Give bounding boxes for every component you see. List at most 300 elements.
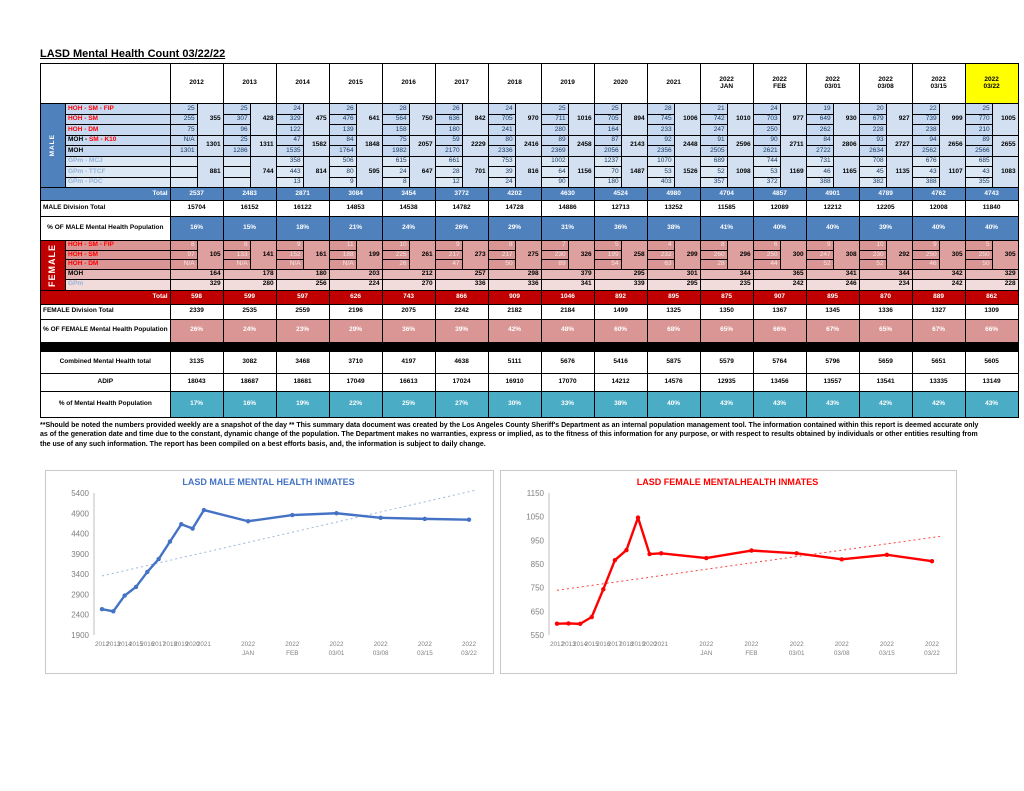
- male-pct-value: 40%: [753, 217, 806, 241]
- male-gpm_total-value: 701: [462, 156, 488, 188]
- male-dm-value: 75: [170, 125, 197, 136]
- male-fip-value: 26: [329, 104, 356, 115]
- chart-title: LASD FEMALE MENTALHEALTH INMATES: [636, 477, 819, 487]
- male-total-value: 4901: [806, 188, 859, 201]
- male-division-total-value: 11585: [700, 201, 753, 217]
- male-sm-value: 742: [700, 114, 727, 125]
- adip-value: 13149: [965, 373, 1018, 391]
- male-ttcf-value: [170, 167, 197, 178]
- male-k10-value: 89: [541, 135, 568, 146]
- male-k10-value: 93: [859, 135, 886, 146]
- svg-text:650: 650: [530, 607, 544, 617]
- female-gpm-value: 246: [806, 279, 859, 290]
- male-total-value: 3084: [329, 188, 382, 201]
- combined-pct-value: 25%: [382, 391, 435, 417]
- female-hoh-total-value: 261: [409, 241, 435, 270]
- adip-value: 13557: [806, 373, 859, 391]
- chart-title: LASD MALE MENTAL HEALTH INMATES: [182, 477, 355, 487]
- female-pct-value: 24%: [223, 319, 276, 342]
- combined-total-value: 3082: [223, 351, 276, 373]
- male-k10-value: 94: [912, 135, 939, 146]
- female-division-total-value: 1367: [753, 304, 806, 319]
- male-dm-value: 210: [965, 125, 992, 136]
- combined-pct-value: 27%: [435, 391, 488, 417]
- male-dm-value: 164: [594, 125, 621, 136]
- male-row-label: MOH: [65, 146, 170, 157]
- female-fip-value: 11: [329, 241, 356, 251]
- male-row-label: HOH - DM: [65, 125, 170, 136]
- combined-total-value: 3135: [170, 351, 223, 373]
- combined-total-label: Combined Mental Health total: [41, 351, 171, 373]
- female-fip-value: 6: [753, 241, 780, 251]
- adip-value: 17024: [435, 373, 488, 391]
- male-moh_total-value: 2416: [515, 135, 541, 156]
- svg-text:850: 850: [530, 560, 544, 569]
- male-k10-value: 90: [753, 135, 780, 146]
- adip-label: ADIP: [41, 373, 171, 391]
- male-hoh-total-value: 1016: [568, 104, 594, 136]
- female-moh-value: 298: [488, 269, 541, 279]
- svg-text:03/15: 03/15: [416, 650, 433, 657]
- male-moh_total-value: 2727: [886, 135, 912, 156]
- male-division-total-value: 14538: [382, 201, 435, 217]
- female-dm-value: 63: [647, 260, 674, 270]
- male-k10-value: 59: [435, 135, 462, 146]
- svg-text:2020: 2020: [642, 641, 657, 648]
- combined-total-value: 4197: [382, 351, 435, 373]
- male-dm-value: 228: [859, 125, 886, 136]
- svg-text:2015: 2015: [128, 641, 143, 648]
- female-hoh-total-value: 326: [568, 241, 594, 270]
- male-total-value: 4762: [912, 188, 965, 201]
- male-row-label: HOH - SM - FIP: [65, 104, 170, 115]
- female-pct-value: 23%: [276, 319, 329, 342]
- female-sm-value: 97: [170, 250, 197, 260]
- male-dm-value: 262: [806, 125, 833, 136]
- female-moh-value: 301: [647, 269, 700, 279]
- male-division-total-value: 15704: [170, 201, 223, 217]
- male-mcj-value: 1070: [647, 156, 674, 167]
- male-mcj-value: 1237: [594, 156, 621, 167]
- male-division-total-value: 14853: [329, 201, 382, 217]
- female-division-total-value: 2196: [329, 304, 382, 319]
- female-dm-value: N/A: [170, 260, 197, 270]
- male-division-total-label: MALE Division Total: [41, 201, 171, 217]
- svg-text:2022: 2022: [924, 641, 940, 648]
- adip-value: 17070: [541, 373, 594, 391]
- female-dm-value: 54: [594, 260, 621, 270]
- svg-text:2022: 2022: [699, 641, 714, 648]
- male-hoh-total-value: 1006: [674, 104, 700, 136]
- svg-text:JAN: JAN: [700, 650, 713, 657]
- male-gpm_total-value: 816: [515, 156, 541, 188]
- male-gpm_total-value: 1526: [674, 156, 700, 188]
- male-total-value: 4202: [488, 188, 541, 201]
- female-gpm-value: 224: [329, 279, 382, 290]
- male-pdc-value: 372: [753, 177, 780, 188]
- male-pdc-value: 355: [965, 177, 992, 188]
- male-hoh-total-value: 641: [356, 104, 382, 136]
- male-k10-value: 91: [700, 135, 727, 146]
- female-row-label: HOH - SM - FIP: [65, 241, 170, 251]
- female-fip-value: 10: [859, 241, 886, 251]
- female-hoh-total-value: 296: [727, 241, 753, 270]
- male-moh_total-value: 2656: [939, 135, 965, 156]
- male-total-value: 4857: [753, 188, 806, 201]
- male-moh_total-value: 1301: [197, 135, 223, 156]
- svg-text:03/01: 03/01: [788, 650, 805, 657]
- male-dm-value: 122: [276, 125, 303, 136]
- female-fip-value: 5: [965, 241, 992, 251]
- male-total-label: Total: [41, 188, 171, 201]
- male-dm-value: 238: [912, 125, 939, 136]
- female-division-total-value: 2535: [223, 304, 276, 319]
- female-pct-value: 39%: [435, 319, 488, 342]
- combined-total-value: 3468: [276, 351, 329, 373]
- female-dm-value: 47: [435, 260, 462, 270]
- male-moh-value: 2369: [541, 146, 568, 157]
- female-total-value: 597: [276, 290, 329, 304]
- male-fip-value: 25: [223, 104, 250, 115]
- female-inmates-line-chart: [500, 470, 957, 674]
- female-moh-value: 295: [594, 269, 647, 279]
- male-ttcf-value: 43: [965, 167, 992, 178]
- adip-value: 12935: [700, 373, 753, 391]
- female-division-total-value: 1325: [647, 304, 700, 319]
- male-moh_total-value: 1848: [356, 135, 382, 156]
- male-moh_total-value: 1582: [303, 135, 329, 156]
- male-moh-value: 2722: [806, 146, 833, 157]
- svg-text:2019: 2019: [174, 641, 189, 648]
- female-moh-value: 178: [223, 269, 276, 279]
- male-sm-value: 711: [541, 114, 568, 125]
- male-mcj-value: 661: [435, 156, 462, 167]
- svg-text:03/15: 03/15: [878, 650, 895, 657]
- male-fip-value: 19: [806, 104, 833, 115]
- female-moh-value: 257: [435, 269, 488, 279]
- male-fip-value: 25: [594, 104, 621, 115]
- combined-total-value: 5579: [700, 351, 753, 373]
- male-total-value: 3772: [435, 188, 488, 201]
- table-corner: [41, 64, 171, 104]
- svg-text:03/22: 03/22: [461, 650, 477, 657]
- male-dm-value: 233: [647, 125, 674, 136]
- male-ttcf-value: 80: [329, 167, 356, 178]
- svg-text:2017: 2017: [607, 641, 622, 648]
- female-row-label: GPm: [65, 279, 170, 290]
- female-fip-value: 9: [806, 241, 833, 251]
- column-header: 2015: [329, 64, 382, 104]
- male-pdc-value: 357: [700, 177, 727, 188]
- male-moh-value: 1286: [223, 146, 250, 157]
- female-fip-value: 9: [912, 241, 939, 251]
- female-fip-value: 9: [276, 241, 303, 251]
- male-mcj-value: 506: [329, 156, 356, 167]
- male-sm-value: 705: [594, 114, 621, 125]
- male-pct-value: 16%: [170, 217, 223, 241]
- male-moh_total-value: 1311: [250, 135, 276, 156]
- svg-text:2400: 2400: [71, 610, 89, 620]
- svg-text:1150: 1150: [526, 489, 544, 498]
- male-pdc-value: 9: [329, 177, 356, 188]
- male-division-total-value: 13252: [647, 201, 700, 217]
- male-dm-value: 158: [382, 125, 409, 136]
- svg-text:2022: 2022: [461, 641, 477, 648]
- female-pct-value: 42%: [488, 319, 541, 342]
- male-ttcf-value: 39: [488, 167, 515, 178]
- male-pdc-value: 8: [382, 177, 409, 188]
- male-row-label: GPm - TTCF: [65, 167, 170, 178]
- female-gpm-value: 339: [594, 279, 647, 290]
- female-dm-value: 26: [382, 260, 409, 270]
- male-hoh-total-value: 428: [250, 104, 276, 136]
- male-k10-value: 84: [806, 135, 833, 146]
- male-fip-value: 28: [382, 104, 409, 115]
- male-hoh-total-value: 355: [197, 104, 223, 136]
- svg-text:2016: 2016: [140, 641, 155, 648]
- male-ttcf-value: 70: [594, 167, 621, 178]
- male-mcj-value: 358: [276, 156, 303, 167]
- svg-text:03/08: 03/08: [833, 650, 850, 657]
- female-moh-value: 365: [753, 269, 806, 279]
- svg-text:2017: 2017: [151, 641, 166, 648]
- male-pdc-value: 13: [276, 177, 303, 188]
- male-dm-value: 96: [223, 125, 250, 136]
- column-header: 2022 JAN: [700, 64, 753, 104]
- male-ttcf-value: 46: [806, 167, 833, 178]
- female-total-value: 895: [806, 290, 859, 304]
- female-gpm-value: 336: [435, 279, 488, 290]
- svg-text:2015: 2015: [584, 641, 599, 648]
- male-sm-value: 705: [488, 114, 515, 125]
- female-hoh-total-value: 305: [939, 241, 965, 270]
- combined-pct-value: 16%: [223, 391, 276, 417]
- svg-text:JAN: JAN: [242, 650, 255, 657]
- male-moh-value: 1982: [382, 146, 409, 157]
- male-ttcf-value: 443: [276, 167, 303, 178]
- male-moh-value: 2356: [647, 146, 674, 157]
- male-ttcf-value: 45: [859, 167, 886, 178]
- female-dm-value: 50: [965, 260, 992, 270]
- column-header: 2012: [170, 64, 223, 104]
- female-dm-value: 44: [753, 260, 780, 270]
- male-division-total-value: 16122: [276, 201, 329, 217]
- female-gpm-value: 234: [859, 279, 912, 290]
- male-fip-value: 24: [276, 104, 303, 115]
- male-total-value: 4980: [647, 188, 700, 201]
- svg-text:1900: 1900: [71, 631, 89, 640]
- female-pct-value: 67%: [912, 319, 965, 342]
- female-sm-value: 199: [594, 250, 621, 260]
- female-pct-value: 60%: [594, 319, 647, 342]
- female-pct-label: % OF FEMALE Mental Health Population: [41, 319, 171, 342]
- male-gpm_total-value: 1135: [886, 156, 912, 188]
- female-pct-value: 29%: [329, 319, 382, 342]
- female-division-total-value: 1309: [965, 304, 1018, 319]
- male-row-label: MOH - SM - K10: [65, 135, 170, 146]
- male-dm-value: 180: [435, 125, 462, 136]
- female-fip-value: 7: [541, 241, 568, 251]
- female-fip-value: 8: [223, 241, 250, 251]
- male-mcj-value: 615: [382, 156, 409, 167]
- male-pct-value: 29%: [488, 217, 541, 241]
- male-fip-value: 24: [753, 104, 780, 115]
- female-hoh-total-value: 299: [674, 241, 700, 270]
- male-mcj-value: 676: [912, 156, 939, 167]
- female-sm-value: 250: [965, 250, 992, 260]
- column-header: 2014: [276, 64, 329, 104]
- male-pdc-value: [170, 177, 197, 188]
- male-ttcf-value: [223, 167, 250, 178]
- male-total-value: 2871: [276, 188, 329, 201]
- female-sm-value: 260: [700, 250, 727, 260]
- male-ttcf-value: 52: [700, 167, 727, 178]
- male-sm-value: 329: [276, 114, 303, 125]
- male-pct-value: 15%: [223, 217, 276, 241]
- female-pct-value: 36%: [382, 319, 435, 342]
- female-sm-value: 230: [541, 250, 568, 260]
- combined-pct-value: 42%: [859, 391, 912, 417]
- female-total-value: 599: [223, 290, 276, 304]
- female-gpm-value: 242: [912, 279, 965, 290]
- female-total-value: 895: [647, 290, 700, 304]
- svg-text:2013: 2013: [106, 641, 121, 648]
- svg-text:2014: 2014: [573, 641, 588, 648]
- male-hoh-total-value: 930: [833, 104, 859, 136]
- female-sm-value: 247: [806, 250, 833, 260]
- male-hoh-total-value: 977: [780, 104, 806, 136]
- combined-total-value: 5875: [647, 351, 700, 373]
- disclaimer-footnote: **Should be noted the numbers provided weekly are a snapshot of the day ** This summary data document was created by the Los Angeles County Sheriff's Department as an internal population management tool. The information contained within this report is deemed accurate only as of the generation date and time due to the constant, dynamic change of the population. The Department makes no warranties, express or implied, as to the fitness of this information for any purpose, or with respect to results obtained by individuals or other entities resulting from the use of any such information. The report has been compiled on a best efforts basis, and, the information is subject to daily change.: [40, 422, 979, 448]
- male-total-value: 4789: [859, 188, 912, 201]
- male-row-label: HOH - SM: [65, 114, 170, 125]
- male-moh-value: 2562: [912, 146, 939, 157]
- svg-text:2900: 2900: [71, 590, 89, 600]
- male-mcj-value: 731: [806, 156, 833, 167]
- male-gpm_total-value: 1169: [780, 156, 806, 188]
- male-hoh-total-value: 999: [939, 104, 965, 136]
- female-moh-value: 329: [965, 269, 1018, 279]
- male-gpm_total-value: 1107: [939, 156, 965, 188]
- male-mcj-value: [223, 156, 250, 167]
- male-sm-value: 745: [647, 114, 674, 125]
- female-gpm-value: 228: [965, 279, 1018, 290]
- svg-text:3900: 3900: [71, 549, 89, 559]
- male-pdc-value: 180: [594, 177, 621, 188]
- combined-pct-value: 33%: [541, 391, 594, 417]
- female-fip-value: 5: [594, 241, 621, 251]
- svg-text:2020: 2020: [185, 641, 200, 648]
- female-moh-value: 203: [329, 269, 382, 279]
- female-gpm-value: 329: [170, 279, 223, 290]
- column-header: 2022 03/15: [912, 64, 965, 104]
- female-fip-value: 4: [647, 241, 674, 251]
- male-division-total-value: 12713: [594, 201, 647, 217]
- svg-text:2019: 2019: [631, 641, 646, 648]
- male-division-total-value: 14782: [435, 201, 488, 217]
- male-fip-value: 25: [541, 104, 568, 115]
- male-fip-value: 24: [488, 104, 515, 115]
- svg-text:2022: 2022: [329, 641, 344, 648]
- page-title: LASD Mental Health Count 03/22/22: [40, 48, 226, 60]
- combined-total-value: 5676: [541, 351, 594, 373]
- female-gpm-value: 256: [276, 279, 329, 290]
- female-hoh-total-value: 161: [303, 241, 329, 270]
- male-moh_total-value: 2806: [833, 135, 859, 156]
- female-hoh-total-value: 275: [515, 241, 541, 270]
- combined-pct-value: 30%: [488, 391, 541, 417]
- female-hoh-total-value: 105: [197, 241, 223, 270]
- female-total-value: 626: [329, 290, 382, 304]
- male-fip-value: 25: [965, 104, 992, 115]
- male-sm-value: 307: [223, 114, 250, 125]
- svg-text:2022: 2022: [373, 641, 388, 648]
- female-dm-value: 50: [488, 260, 515, 270]
- female-total-value: 743: [382, 290, 435, 304]
- male-total-value: 2537: [170, 188, 223, 201]
- female-total-value: 875: [700, 290, 753, 304]
- female-sm-value: 250: [912, 250, 939, 260]
- adip-value: 17049: [329, 373, 382, 391]
- female-hoh-total-value: 199: [356, 241, 382, 270]
- female-pct-value: 66%: [965, 319, 1018, 342]
- male-pdc-value: 90: [541, 177, 568, 188]
- female-total-value: 598: [170, 290, 223, 304]
- svg-text:2022: 2022: [417, 641, 432, 648]
- male-pct-value: 31%: [541, 217, 594, 241]
- male-pct-value: 40%: [912, 217, 965, 241]
- female-total-value: 1046: [541, 290, 594, 304]
- male-pdc-value: 24: [488, 177, 515, 188]
- female-gpm-value: 270: [382, 279, 435, 290]
- male-hoh-total-value: 1010: [727, 104, 753, 136]
- male-division-total-value: 14886: [541, 201, 594, 217]
- female-total-value: 862: [965, 290, 1018, 304]
- column-header: 2022 03/01: [806, 64, 859, 104]
- female-sm-value: 217: [488, 250, 515, 260]
- female-total-value: 889: [912, 290, 965, 304]
- male-dm-value: 241: [488, 125, 515, 136]
- male-pct-value: 40%: [806, 217, 859, 241]
- combined-pct-value: 17%: [170, 391, 223, 417]
- male-hoh-total-value: 750: [409, 104, 435, 136]
- female-moh-value: 180: [276, 269, 329, 279]
- male-k10-value: N/A: [170, 135, 197, 146]
- female-dm-value: 52: [806, 260, 833, 270]
- male-moh_total-value: 2655: [992, 135, 1018, 156]
- combined-pct-value: 43%: [806, 391, 859, 417]
- svg-text:2012: 2012: [94, 641, 110, 648]
- male-pct-value: 40%: [965, 217, 1018, 241]
- svg-text:2022: 2022: [744, 641, 759, 648]
- male-moh-value: 2505: [700, 146, 727, 157]
- count-table: [40, 63, 1019, 418]
- column-header: 2022 FEB: [753, 64, 806, 104]
- combined-pct-value: 42%: [912, 391, 965, 417]
- male-gpm_total-value: 1165: [833, 156, 859, 188]
- combined-total-value: 5659: [859, 351, 912, 373]
- combined-pct-value: 43%: [753, 391, 806, 417]
- adip-value: 14212: [594, 373, 647, 391]
- male-hoh-total-value: 1005: [992, 104, 1018, 136]
- female-hoh-total-value: 258: [621, 241, 647, 270]
- combined-total-value: 5651: [912, 351, 965, 373]
- svg-text:2018: 2018: [162, 641, 177, 648]
- male-mcj-value: [170, 156, 197, 167]
- female-total-value: 892: [594, 290, 647, 304]
- male-dm-value: 139: [329, 125, 356, 136]
- male-mcj-value: 753: [488, 156, 515, 167]
